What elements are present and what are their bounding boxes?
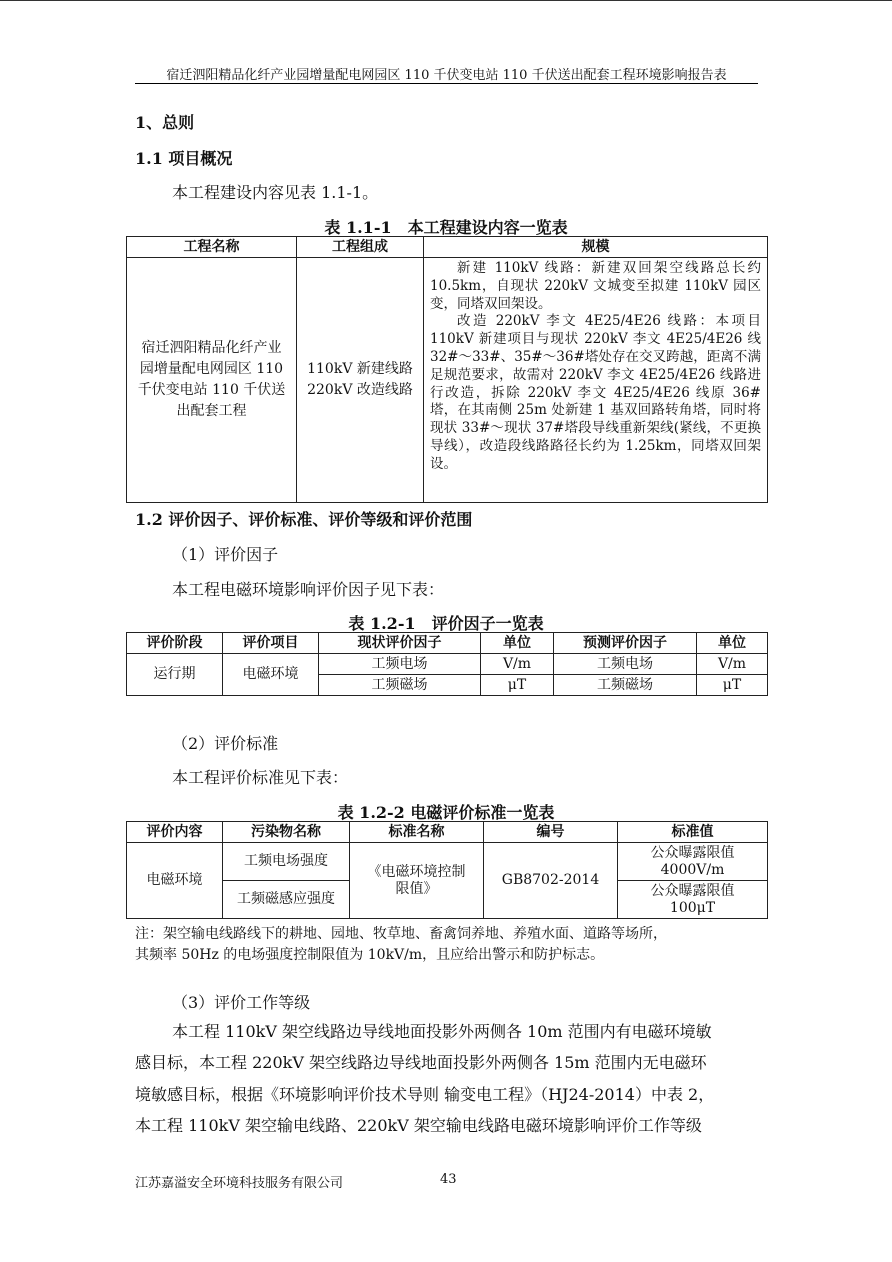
table2-header-predict-factor: 预测评价因子 bbox=[554, 633, 697, 654]
table1-header-scale: 规模 bbox=[424, 237, 768, 258]
page-number: 43 bbox=[440, 1172, 457, 1187]
table3-header-code: 编号 bbox=[484, 822, 618, 843]
overview-intro: 本工程建设内容见表 1.1-1。 bbox=[172, 183, 379, 202]
evaluation-level-paragraph bbox=[135, 1016, 758, 1141]
table2-header-unit-2: 单位 bbox=[697, 633, 768, 654]
table2-header-item: 评价项目 bbox=[223, 633, 319, 654]
table3-value-label: 公众曝露限值 bbox=[650, 844, 735, 861]
table3-pollutant: 工频磁感应强度 bbox=[223, 881, 350, 919]
page-header: 宿迁泗阳精品化纤产业园增量配电网园区 110 千伏变电站 110 千伏送出配套工程环境影响报告表 bbox=[166, 68, 727, 83]
header-rule bbox=[135, 83, 758, 84]
evaluation-factors-heading: （1）评价因子 bbox=[172, 545, 279, 564]
evaluation-standard-intro: 本工程评价标准见下表： bbox=[172, 768, 349, 787]
table2-caption: 表 1.2-1 评价因子一览表 bbox=[348, 614, 544, 633]
table3-header-pollutant: 污染物名称 bbox=[223, 822, 350, 843]
paragraph-line: 本工程 110kV 架空线路边导线地面投影外两侧各 10m 范围内有电磁环境敏 bbox=[172, 1022, 712, 1041]
evaluation-level-heading: （3）评价工作等级 bbox=[172, 993, 311, 1012]
table2-header-current-factor: 现状评价因子 bbox=[319, 633, 481, 654]
table3-content: 电磁环境 bbox=[127, 843, 223, 919]
top-border bbox=[0, 0, 892, 1]
table3-value-number: 4000V/m bbox=[660, 861, 725, 878]
section-heading-general: 1、总则 bbox=[135, 113, 195, 132]
table3-value-label: 公众曝露限值 bbox=[650, 882, 735, 899]
table1-project-name: 宿迁泗阳精品化纤产业园增量配电网园区 110 千伏变电站 110 千伏送出配套工程 bbox=[127, 258, 297, 503]
table2-header-stage: 评价阶段 bbox=[127, 633, 223, 654]
table3-value-number: 100μT bbox=[669, 899, 716, 916]
table1-composition bbox=[297, 258, 424, 503]
table3-standard-name: 《电磁环境控制限值》 bbox=[350, 843, 484, 919]
table3-header-standard-name: 标准名称 bbox=[350, 822, 484, 843]
composition-new-line: 110kV 新建线路 bbox=[307, 361, 413, 377]
scale-paragraph-new: 新建 110kV 线路：新建双回架空线路总长约 10.5km，自现状 220kV 文城变至拟建 110kV 园区变，同塔双回架设。 bbox=[430, 260, 761, 312]
table2-item: 电磁环境 bbox=[223, 654, 319, 696]
table2-unit: V/m bbox=[481, 654, 554, 675]
evaluation-standard-heading: （2）评价标准 bbox=[172, 734, 279, 753]
table3-header-content: 评价内容 bbox=[127, 822, 223, 843]
paragraph-line: 感目标，本工程 220kV 架空线路边导线地面投影外两侧各 15m 范围内无电磁环 bbox=[135, 1053, 707, 1073]
evaluation-factors-intro: 本工程电磁环境影响评价因子见下表： bbox=[172, 580, 445, 599]
note-line: 注：架空输电线路线下的耕地、园地、牧草地、畜禽饲养地、养殖水面、道路等场所， bbox=[135, 926, 667, 942]
standard-note bbox=[135, 924, 765, 966]
note-line: 其频率 50Hz 的电场强度控制限值为 10kV/m，且应给出警示和防护标志。 bbox=[135, 947, 605, 963]
table3-header-value: 标准值 bbox=[618, 822, 768, 843]
table1-header-composition: 工程组成 bbox=[297, 237, 424, 258]
table2-header-unit: 单位 bbox=[481, 633, 554, 654]
paragraph-line: 本工程 110kV 架空输电线路、220kV 架空输电线路电磁环境影响评价工作等级 bbox=[135, 1115, 702, 1135]
subsection-heading-overview: 1.1 项目概况 bbox=[135, 149, 233, 168]
composition-rebuild-line: 220kV 改造线路 bbox=[307, 382, 413, 398]
table2-current-factor: 工频磁场 bbox=[319, 675, 481, 696]
table1-scale bbox=[424, 258, 768, 503]
table2-unit: V/m bbox=[697, 654, 768, 675]
table1-caption: 表 1.1-1 本工程建设内容一览表 bbox=[324, 218, 568, 237]
table2-stage: 运行期 bbox=[127, 654, 223, 696]
table2-predict-factor: 工频磁场 bbox=[554, 675, 697, 696]
paragraph-line: 境敏感目标，根据《环境影响评价技术导则 输变电工程》（HJ24-2014）中表 2， bbox=[135, 1084, 715, 1104]
evaluation-factor-table bbox=[126, 632, 768, 696]
table1-header-name: 工程名称 bbox=[127, 237, 297, 258]
table3-pollutant: 工频电场强度 bbox=[223, 843, 350, 881]
table3-value bbox=[618, 881, 768, 919]
table2-predict-factor: 工频电场 bbox=[554, 654, 697, 675]
subsection-heading-evaluation: 1.2 评价因子、评价标准、评价等级和评价范围 bbox=[135, 510, 473, 529]
table2-current-factor: 工频电场 bbox=[319, 654, 481, 675]
construction-content-table bbox=[126, 236, 768, 503]
table3-code: GB8702-2014 bbox=[484, 843, 618, 919]
table2-unit: μT bbox=[697, 675, 768, 696]
table3-value bbox=[618, 843, 768, 881]
scale-paragraph-rebuild: 改造 220kV 李文 4E25/4E26 线路：本项目 110kV 新建项目与现状 220kV 李文 4E25/4E26 线 32#～33#、35#～36#塔处存在交叉跨越，距离不满足规范要求，故需对 220kV 李文 4E25/4E26 线路进行改造，拆除 220kV 李文 4E25/4E26 线原 36#塔，在其南侧 25m 处新建 1 基双回路转角塔，同时将现状 33#～现状 37#塔段导线重新架线(紧线，不更换导线），改造段线路路径长约为 1.25km，同塔双回架设。 bbox=[430, 313, 761, 472]
em-standard-table bbox=[126, 821, 768, 919]
table3-caption: 表 1.2-2 电磁评价标准一览表 bbox=[337, 803, 555, 822]
table2-unit: μT bbox=[481, 675, 554, 696]
footer-company: 江苏嘉溢安全环境科技服务有限公司 bbox=[135, 1176, 344, 1191]
